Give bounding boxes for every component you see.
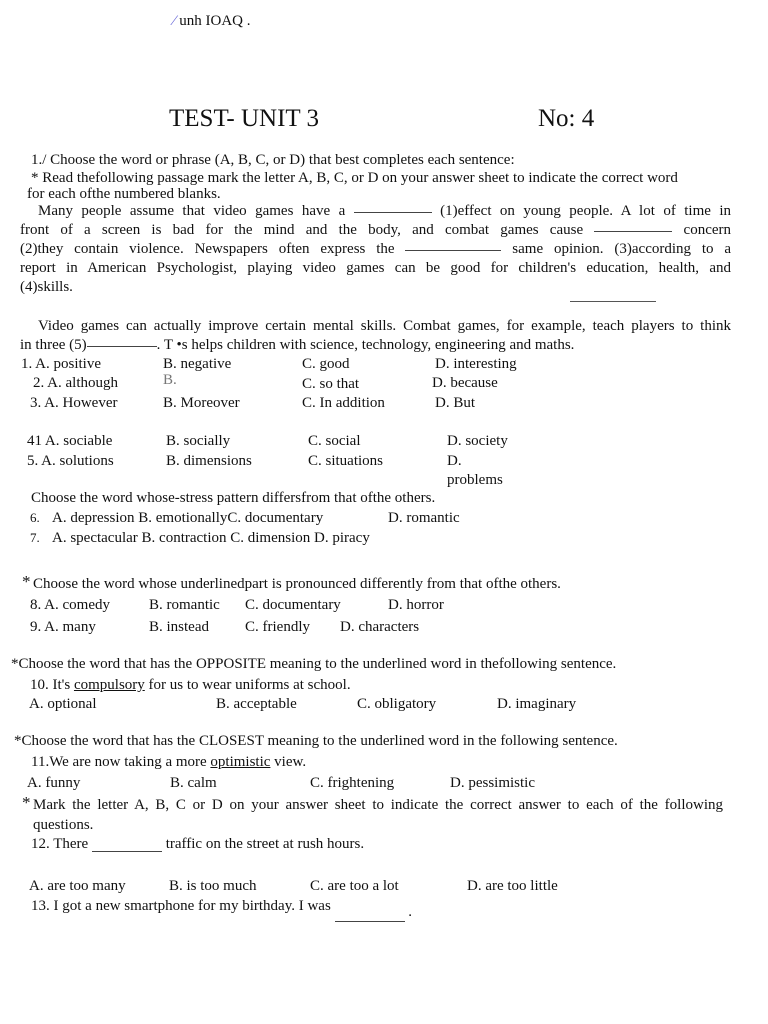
passage-line-2: front of a screen is bad for the mind and the body, and combat games cause concern — [20, 222, 731, 238]
q2-option-a: 2. A. although — [33, 375, 118, 391]
q11-underlined-word: optimistic — [210, 754, 271, 770]
q3-option-d: D. But — [435, 395, 476, 411]
q1-option-b: B. negative — [163, 356, 232, 372]
q8-option-a: 8. A. comedy — [30, 597, 110, 613]
q1-option-c: C. good — [302, 356, 350, 372]
q3-option-b: B. Moreover — [163, 395, 240, 411]
q7-options: A. spectacular B. contraction C. dimension D. piracy — [52, 530, 370, 546]
q5-option-a: 5. A. solutions — [27, 453, 114, 469]
q12-option-d: D. are too little — [467, 878, 558, 894]
section1-heading: 1./ Choose the word or phrase (A, B, C, or D) that best completes each sentence: — [31, 152, 515, 168]
pen-mark-icon: ⁄ — [173, 13, 176, 29]
blank-4 — [570, 301, 656, 302]
q4-option-c: C. social — [308, 433, 361, 449]
q4-option-d: D. society — [447, 433, 508, 449]
q11-sentence: 11.We are now taking a more optimistic view. — [31, 754, 307, 770]
passage2-line-1: Video games can actually improve certain mental skills. Combat games, for example, teach players to think — [38, 318, 731, 334]
q6-number: 6. — [30, 510, 40, 525]
q4-option-a: 41 A. sociable — [27, 433, 113, 449]
blank-3 — [405, 249, 501, 251]
passage2-line-2: in three (5) . T •s helps children with science, technology, engineering and maths. — [20, 337, 575, 353]
blank-5 — [87, 345, 157, 347]
q10-option-a: A. optional — [29, 696, 97, 712]
q10-underlined-word: compulsory — [73, 677, 145, 693]
q2-option-b: B. — [163, 372, 177, 388]
q9-option-d: D. characters — [340, 619, 420, 635]
pronunciation-star: * — [22, 572, 31, 591]
q11-option-a: A. funny — [27, 775, 81, 791]
q6-options: A. depression B. emotionallyC. documentary — [52, 510, 324, 526]
section1-instruction-line2: for each ofthe numbered blanks. — [27, 186, 221, 202]
q5-option-c: C. situations — [308, 453, 384, 469]
q9-option-a: 9. A. many — [30, 619, 96, 635]
q1-option-d: D. interesting — [435, 356, 517, 372]
q2-option-d: D. because — [432, 375, 498, 391]
mark-heading-line1: Mark the letter A, B, C or D on your answer sheet to indicate the correct answer to each of the following — [33, 797, 723, 813]
q12-option-b: B. is too much — [169, 878, 257, 894]
passage-line-5: (4)skills. — [20, 279, 73, 295]
q12-option-a: A. are too many — [29, 878, 126, 894]
q6-option-d: D. romantic — [388, 510, 460, 526]
q5-option-d-word: problems — [447, 472, 503, 488]
q8-option-d: D. horror — [388, 597, 444, 613]
closest-heading: *Choose the word that has the CLOSEST meaning to the underlined word in the following sentence. — [14, 733, 618, 749]
q9-option-b: B. instead — [149, 619, 209, 635]
header-scribble: ⁄ unh IOAQ . — [173, 13, 251, 29]
passage-line-4: report in American Psychologist, playing video games can be good for children's education, health, and — [20, 260, 731, 276]
q12-option-c: C. are too a lot — [310, 878, 399, 894]
q7-number: 7. — [30, 530, 40, 545]
q3-option-a: 3. A. However — [30, 395, 118, 411]
q10-sentence: 10. It's compulsory for us to wear uniforms at school. — [30, 677, 351, 693]
blank-1 — [354, 211, 432, 213]
test-title: TEST- UNIT 3 — [169, 105, 319, 132]
q11-option-d: D. pessimistic — [450, 775, 535, 791]
q2-option-c: C. so that — [302, 376, 360, 392]
blank-2 — [594, 230, 672, 232]
opposite-heading: *Choose the word that has the OPPOSITE meaning to the underlined word in thefollowing sentence. — [11, 656, 617, 672]
q13-sentence: 13. I got a new smartphone for my birthday. I was . — [31, 898, 413, 920]
q4-option-b: B. socially — [166, 433, 231, 449]
q3-option-c: C. In addition — [302, 395, 385, 411]
q11-option-c: C. frightening — [310, 775, 395, 791]
q5-option-b: B. dimensions — [166, 453, 252, 469]
q10-option-d: D. imaginary — [497, 696, 577, 712]
stress-heading: Choose the word whose-stress pattern differsfrom that ofthe others. — [31, 490, 436, 506]
q12-blank — [92, 850, 162, 852]
q12-sentence: 12. There traffic on the street at rush hours. — [31, 836, 365, 852]
q8-option-b: B. romantic — [149, 597, 220, 613]
passage-line-3: (2)they contain violence. Newspapers often express the same opinion. (3)according to a — [20, 241, 732, 257]
q9-option-c: C. friendly — [245, 619, 310, 635]
q13-blank — [335, 920, 405, 922]
q11-option-b: B. calm — [170, 775, 217, 791]
test-number: No: 4 — [538, 105, 595, 132]
q5-option-d: D. — [447, 453, 462, 469]
q8-option-c: C. documentary — [245, 597, 341, 613]
mark-star: * — [22, 793, 31, 812]
q10-option-c: C. obligatory — [357, 696, 437, 712]
section1-instruction-line1: * Read thefollowing passage mark the letter A, B, C, or D on your answer sheet to indicate the correct word — [31, 170, 678, 186]
q10-option-b: B. acceptable — [216, 696, 297, 712]
passage-line-1: Many people assume that video games have a (1)effect on young people. A lot of time in — [38, 203, 732, 219]
mark-heading-line2: questions. — [33, 817, 94, 833]
pronunciation-heading: Choose the word whose underlinedpart is pronounced differently from that ofthe others. — [33, 576, 561, 592]
q1-option-a: 1. A. positive — [21, 356, 102, 372]
